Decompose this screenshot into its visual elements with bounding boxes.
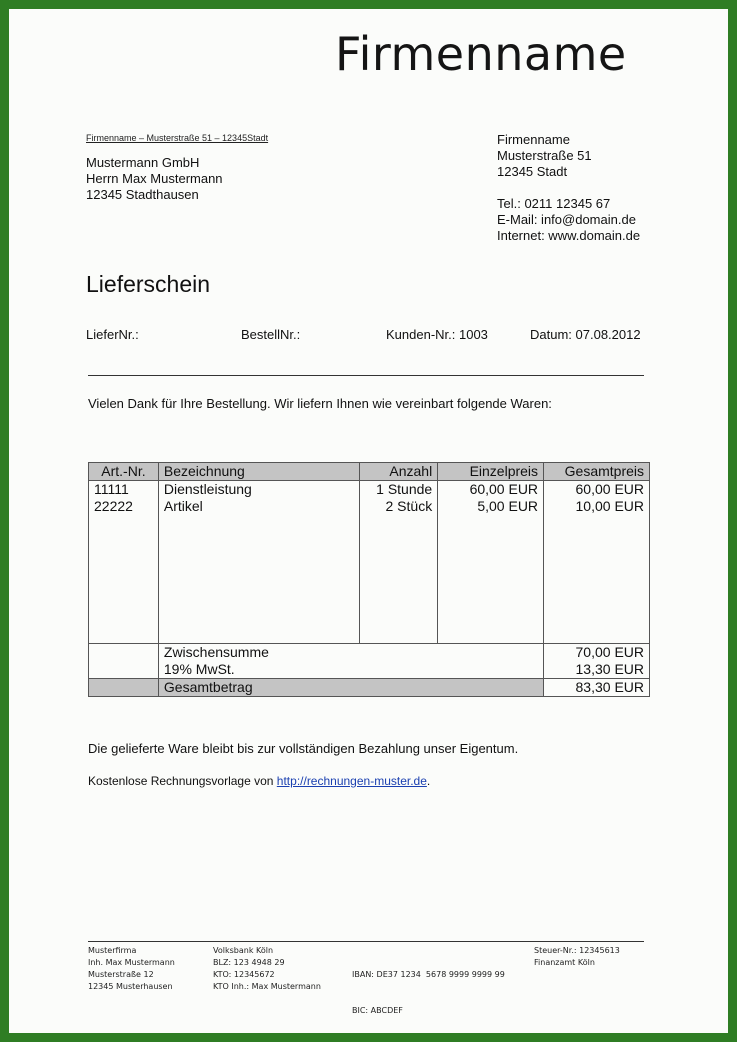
customer-number: Kunden-Nr.: 1003 [386,327,488,342]
cell-anzahl: 2 Stück [360,498,438,515]
cell-gesamtpreis: 60,00 EUR [544,481,650,499]
cell-anzahl: 1 Stunde [360,481,438,499]
cell-bezeichnung: Dienstleistung [158,481,359,499]
credit-prefix: Kostenlose Rechnungsvorlage von [88,774,277,788]
col-header-bezeichnung: Bezeichnung [158,463,359,481]
total-value: 83,30 EUR [544,679,650,697]
order-number: BestellNr.: [241,327,301,342]
footer-text: 12345 Musterhausen [88,982,173,991]
cell-einzelpreis: 60,00 EUR [438,481,544,499]
recipient-person: Herrn Max Mustermann [86,171,223,186]
recipient-city: 12345 Stadthausen [86,187,199,202]
col-header-anzahl: Anzahl [360,463,438,481]
table-empty-space [89,515,650,644]
recipient-address [86,155,223,203]
template-credit [88,774,430,788]
footer-text: IBAN: DE37 1234 5678 9999 9999 99 [352,970,505,979]
cell-artnr: 11111 [89,481,159,499]
document-date: Datum: 07.08.2012 [530,327,641,342]
credit-link[interactable]: http://rechnungen-muster.de [276,774,427,788]
document-page [9,9,728,1033]
footer-tax [534,945,620,969]
cell-einzelpreis: 5,00 EUR [438,498,544,515]
company-web: Internet: www.domain.de [497,228,641,243]
table-header-row [89,463,650,481]
table-row [89,481,650,499]
footer-text: Steuer-Nr.: 12345613 [534,946,620,955]
total-label: Gesamtbetrag [158,679,543,697]
subtotal-value: 70,00 EUR [544,644,650,662]
document-title: Lieferschein [86,271,211,297]
company-contact-block [497,132,640,244]
ownership-note: Die gelieferte Ware bleibt bis zur vollständigen Bezahlung unser Eigentum. [88,741,519,756]
subtotal-label: Zwischensumme [158,644,543,662]
col-header-gesamtpreis: Gesamtpreis [544,463,650,481]
credit-suffix: . [426,774,431,788]
company-street: Musterstraße 51 [497,148,592,163]
company-city: 12345 Stadt [497,164,568,179]
footer-text: KTO: 12345672 [213,970,275,979]
footer-text: Finanzamt Köln [534,958,595,967]
divider [88,375,644,376]
footer-text: Volksbank Köln [213,946,274,955]
company-name: Firmenname [497,132,570,147]
sender-return-line: Firmenname – Musterstraße 51 – 12345Stadt [86,133,269,143]
recipient-company: Mustermann GmbH [86,155,200,170]
company-logo-text: Firmenname [335,27,627,81]
col-header-einzelpreis: Einzelpreis [438,463,544,481]
intro-text: Vielen Dank für Ihre Bestellung. Wir liefern Ihnen wie vereinbart folgende Waren: [88,396,552,411]
delivery-number: LieferNr.: [86,327,139,342]
footer-divider [88,941,644,942]
table-row [89,498,650,515]
col-header-artnr: Art.-Nr. [89,463,159,481]
cell-gesamtpreis: 10,00 EUR [544,498,650,515]
footer-text: BLZ: 123 4948 29 [213,958,285,967]
footer-text: Inh. Max Mustermann [88,958,175,967]
footer-text: KTO Inh.: Max Mustermann [213,982,321,991]
footer-bank [213,945,321,993]
items-table [88,462,650,697]
cell-artnr: 22222 [89,498,159,515]
subtotal-row [89,644,650,662]
tax-row [89,661,650,679]
company-tel: Tel.: 0211 12345 67 [497,196,611,211]
tax-label: 19% MwSt. [158,661,543,679]
footer-text: Musterstraße 12 [88,970,154,979]
footer-text: Musterfirma [88,946,137,955]
company-email: E-Mail: info@domain.de [497,212,636,227]
total-row [89,679,650,697]
footer-text: BIC: ABCDEF [352,1006,403,1015]
footer-iban [352,945,505,1033]
footer-company [88,945,175,993]
tax-value: 13,30 EUR [544,661,650,679]
cell-bezeichnung: Artikel [158,498,359,515]
